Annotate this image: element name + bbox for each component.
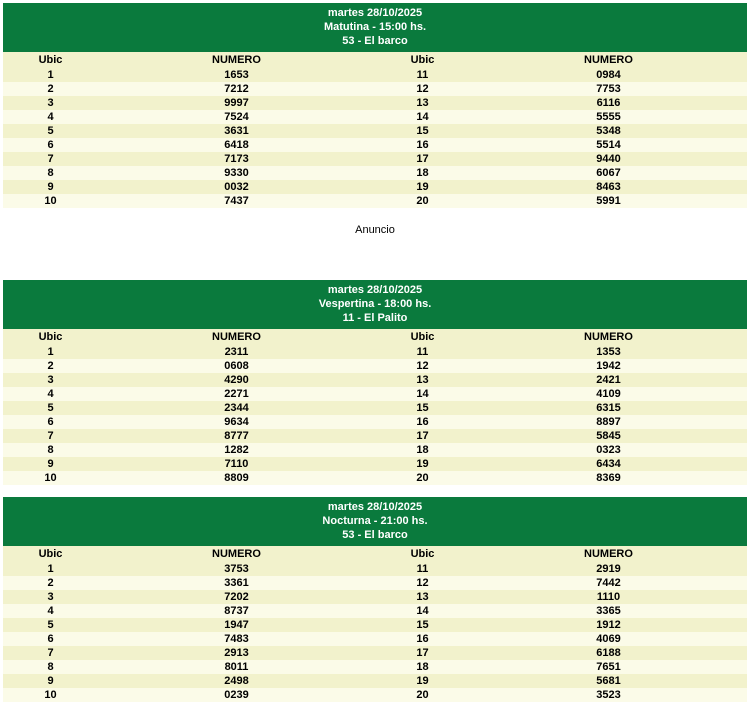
number-right: 3365 <box>470 604 747 618</box>
position-left: 8 <box>3 166 98 180</box>
position-right: 16 <box>375 415 470 429</box>
number-left: 2913 <box>98 646 375 660</box>
number-left: 4290 <box>98 373 375 387</box>
table-header-row <box>3 52 747 68</box>
number-left: 0239 <box>98 688 375 702</box>
number-right: 6067 <box>470 166 747 180</box>
number-right: 5681 <box>470 674 747 688</box>
lottery-block-matutina <box>3 3 747 208</box>
position-left: 4 <box>3 604 98 618</box>
table-row <box>3 646 747 660</box>
number-left: 0608 <box>98 359 375 373</box>
number-right: 1942 <box>470 359 747 373</box>
col-header-numero-right: NUMERO <box>470 546 747 562</box>
table-row <box>3 576 747 590</box>
number-right: 7651 <box>470 660 747 674</box>
position-left: 6 <box>3 632 98 646</box>
position-left: 10 <box>3 194 98 208</box>
position-right: 15 <box>375 618 470 632</box>
number-left: 8809 <box>98 471 375 485</box>
position-left: 3 <box>3 96 98 110</box>
number-right: 0984 <box>470 68 747 82</box>
number-left: 7212 <box>98 82 375 96</box>
col-header-numero-left: NUMERO <box>98 52 375 68</box>
position-right: 20 <box>375 471 470 485</box>
table-row <box>3 359 747 373</box>
position-right: 15 <box>375 401 470 415</box>
col-header-ubic-left: Ubic <box>3 52 98 68</box>
position-right: 18 <box>375 166 470 180</box>
block-extra: 53 - El barco <box>342 529 408 541</box>
number-left: 6418 <box>98 138 375 152</box>
position-left: 7 <box>3 646 98 660</box>
ad-label: Anuncio <box>355 224 395 236</box>
table-row <box>3 415 747 429</box>
position-left: 6 <box>3 138 98 152</box>
number-right: 5991 <box>470 194 747 208</box>
table-row <box>3 471 747 485</box>
number-right: 5514 <box>470 138 747 152</box>
table-row <box>3 68 747 82</box>
block-date: martes 28/10/2025 <box>327 501 423 513</box>
position-right: 14 <box>375 604 470 618</box>
table-row <box>3 180 747 194</box>
position-right: 13 <box>375 96 470 110</box>
number-right: 5555 <box>470 110 747 124</box>
number-left: 3631 <box>98 124 375 138</box>
number-right: 2919 <box>470 562 747 576</box>
block-date: martes 28/10/2025 <box>327 7 423 19</box>
number-left: 7483 <box>98 632 375 646</box>
position-left: 7 <box>3 429 98 443</box>
number-right: 4069 <box>470 632 747 646</box>
ad-slot-spacer <box>0 236 750 280</box>
block-draw: Nocturna - 21:00 hs. <box>322 515 428 527</box>
table-row <box>3 166 747 180</box>
position-right: 17 <box>375 152 470 166</box>
position-right: 12 <box>375 82 470 96</box>
number-left: 3753 <box>98 562 375 576</box>
position-right: 14 <box>375 110 470 124</box>
table-row <box>3 110 747 124</box>
number-left: 1282 <box>98 443 375 457</box>
table-row <box>3 387 747 401</box>
table-row <box>3 632 747 646</box>
position-left: 8 <box>3 443 98 457</box>
number-right: 8463 <box>470 180 747 194</box>
table-row <box>3 674 747 688</box>
col-header-numero-right: NUMERO <box>470 329 747 345</box>
position-left: 1 <box>3 345 98 359</box>
number-left: 9997 <box>98 96 375 110</box>
number-left: 2344 <box>98 401 375 415</box>
position-left: 4 <box>3 110 98 124</box>
position-right: 19 <box>375 180 470 194</box>
number-right: 1353 <box>470 345 747 359</box>
position-right: 19 <box>375 457 470 471</box>
position-right: 20 <box>375 688 470 702</box>
position-right: 13 <box>375 373 470 387</box>
results-table <box>3 546 747 702</box>
position-right: 12 <box>375 576 470 590</box>
block-draw: Matutina - 15:00 hs. <box>323 21 427 33</box>
number-left: 7437 <box>98 194 375 208</box>
number-right: 5845 <box>470 429 747 443</box>
col-header-ubic-right: Ubic <box>375 546 470 562</box>
position-left: 5 <box>3 401 98 415</box>
position-right: 12 <box>375 359 470 373</box>
number-right: 4109 <box>470 387 747 401</box>
block-header <box>3 280 747 329</box>
block-draw: Vespertina - 18:00 hs. <box>318 298 432 310</box>
position-left: 3 <box>3 590 98 604</box>
position-right: 18 <box>375 660 470 674</box>
position-left: 5 <box>3 124 98 138</box>
number-left: 8011 <box>98 660 375 674</box>
table-row <box>3 194 747 208</box>
number-right: 5348 <box>470 124 747 138</box>
position-right: 20 <box>375 194 470 208</box>
position-right: 13 <box>375 590 470 604</box>
number-right: 7442 <box>470 576 747 590</box>
position-right: 14 <box>375 387 470 401</box>
table-row <box>3 152 747 166</box>
number-right: 8897 <box>470 415 747 429</box>
table-row <box>3 373 747 387</box>
position-right: 18 <box>375 443 470 457</box>
position-left: 5 <box>3 618 98 632</box>
number-right: 6434 <box>470 457 747 471</box>
lottery-block-vespertina <box>3 280 747 485</box>
block-spacer <box>0 485 750 497</box>
block-extra: 11 - El Palito <box>342 312 408 324</box>
number-right: 0323 <box>470 443 747 457</box>
number-right: 7753 <box>470 82 747 96</box>
table-row <box>3 660 747 674</box>
position-left: 9 <box>3 674 98 688</box>
number-left: 0032 <box>98 180 375 194</box>
col-header-ubic-left: Ubic <box>3 329 98 345</box>
table-header-row <box>3 546 747 562</box>
results-table <box>3 52 747 208</box>
block-header <box>3 497 747 546</box>
number-right: 1110 <box>470 590 747 604</box>
table-row <box>3 429 747 443</box>
number-left: 7202 <box>98 590 375 604</box>
number-left: 3361 <box>98 576 375 590</box>
position-left: 2 <box>3 576 98 590</box>
table-row <box>3 590 747 604</box>
number-left: 1653 <box>98 68 375 82</box>
position-left: 9 <box>3 457 98 471</box>
position-left: 6 <box>3 415 98 429</box>
number-right: 6116 <box>470 96 747 110</box>
table-row <box>3 604 747 618</box>
table-row <box>3 688 747 702</box>
col-header-ubic-left: Ubic <box>3 546 98 562</box>
position-right: 16 <box>375 138 470 152</box>
position-left: 10 <box>3 471 98 485</box>
table-row <box>3 96 747 110</box>
number-right: 3523 <box>470 688 747 702</box>
table-row <box>3 618 747 632</box>
position-left: 10 <box>3 688 98 702</box>
position-right: 16 <box>375 632 470 646</box>
col-header-numero-right: NUMERO <box>470 52 747 68</box>
block-extra: 53 - El barco <box>342 35 408 47</box>
col-header-numero-left: NUMERO <box>98 546 375 562</box>
position-right: 11 <box>375 345 470 359</box>
position-right: 15 <box>375 124 470 138</box>
table-header-row <box>3 329 747 345</box>
number-left: 8737 <box>98 604 375 618</box>
table-row <box>3 345 747 359</box>
number-left: 2498 <box>98 674 375 688</box>
number-left: 7173 <box>98 152 375 166</box>
position-right: 17 <box>375 646 470 660</box>
number-left: 2311 <box>98 345 375 359</box>
number-left: 9634 <box>98 415 375 429</box>
number-left: 8777 <box>98 429 375 443</box>
col-header-numero-left: NUMERO <box>98 329 375 345</box>
table-row <box>3 401 747 415</box>
lottery-block-nocturna <box>3 497 747 702</box>
position-left: 9 <box>3 180 98 194</box>
table-row <box>3 457 747 471</box>
block-date: martes 28/10/2025 <box>327 284 423 296</box>
position-left: 1 <box>3 68 98 82</box>
position-left: 3 <box>3 373 98 387</box>
table-row <box>3 443 747 457</box>
number-right: 1912 <box>470 618 747 632</box>
table-row <box>3 562 747 576</box>
position-right: 11 <box>375 68 470 82</box>
number-left: 1947 <box>98 618 375 632</box>
table-row <box>3 124 747 138</box>
number-left: 2271 <box>98 387 375 401</box>
table-row <box>3 138 747 152</box>
position-right: 19 <box>375 674 470 688</box>
col-header-ubic-right: Ubic <box>375 329 470 345</box>
number-right: 9440 <box>470 152 747 166</box>
col-header-ubic-right: Ubic <box>375 52 470 68</box>
position-left: 8 <box>3 660 98 674</box>
block-header <box>3 3 747 52</box>
number-right: 2421 <box>470 373 747 387</box>
position-left: 2 <box>3 82 98 96</box>
position-left: 4 <box>3 387 98 401</box>
position-right: 11 <box>375 562 470 576</box>
number-left: 7524 <box>98 110 375 124</box>
number-right: 6188 <box>470 646 747 660</box>
number-left: 9330 <box>98 166 375 180</box>
position-left: 1 <box>3 562 98 576</box>
position-left: 2 <box>3 359 98 373</box>
table-row <box>3 82 747 96</box>
number-left: 7110 <box>98 457 375 471</box>
number-right: 8369 <box>470 471 747 485</box>
position-left: 7 <box>3 152 98 166</box>
number-right: 6315 <box>470 401 747 415</box>
results-table <box>3 329 747 485</box>
position-right: 17 <box>375 429 470 443</box>
